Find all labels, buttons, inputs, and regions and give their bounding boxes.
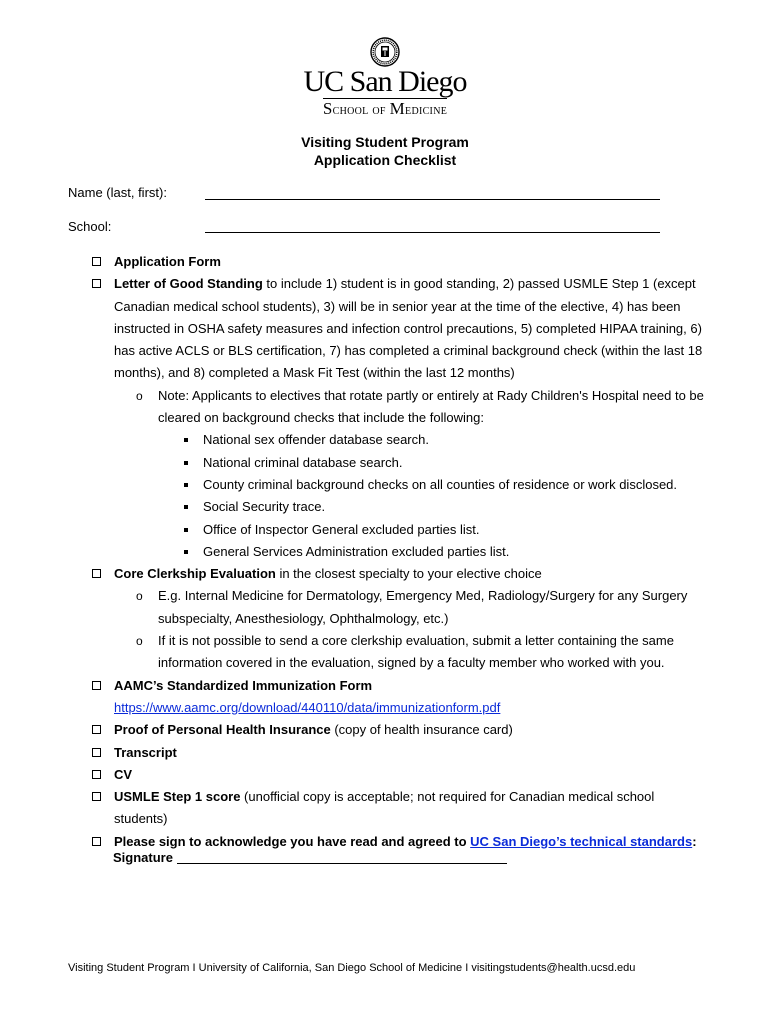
square-bullet-icon <box>184 461 188 465</box>
title-line-2: Application Checklist <box>313 152 457 168</box>
signature-label: Signature <box>113 850 173 865</box>
list-item: County criminal background checks on all counties of residence or work disclosed. <box>90 474 710 496</box>
note-item: o Note: Applicants to electives that rotate partly or entirely at Rady Children's Hospital need to be cleared on background checks that include the following: <box>90 385 710 430</box>
list-item-health-insurance: Proof of Personal Health Insurance (copy of health insurance card) <box>90 719 710 741</box>
signature-row <box>113 850 507 865</box>
checkbox[interactable] <box>92 792 101 801</box>
name-label: Name (last, first): <box>68 185 167 200</box>
list-item-letter-of-good-standing: Letter of Good Standing to include 1) student is in good standing, 2) passed USMLE Step 1 (except Canadian medical school students), 3) will be in senior year at the time of the elective, 4) has been instructed in OSHA safety measures and infection control precautions, 5) completed HIPAA training, 6) has active ACLS or BLS certification, 7) has completed a criminal background check (within the last 18 months), and 8) completed a Mask Fit Test (within the last 12 months) <box>90 273 710 384</box>
list-item-application-form: Application Form <box>90 251 710 273</box>
checkbox[interactable] <box>92 725 101 734</box>
list-item: National criminal database search. <box>90 452 710 474</box>
list-item: General Services Administration excluded parties list. <box>90 541 710 563</box>
school-field[interactable] <box>205 232 660 233</box>
checkbox[interactable] <box>92 770 101 779</box>
checkbox[interactable] <box>92 681 101 690</box>
list-item-aamc-form: AAMC’s Standardized Immunization Form <box>90 675 710 697</box>
name-field[interactable] <box>205 199 660 200</box>
checkbox[interactable] <box>92 279 101 288</box>
square-bullet-icon <box>184 528 188 532</box>
square-bullet-icon <box>184 438 188 442</box>
signature-field[interactable] <box>177 863 507 864</box>
aamc-form-link[interactable]: https://www.aamc.org/download/440110/data/immunizationform.pdf <box>114 699 501 715</box>
page-footer: Visiting Student Program I University of California, San Diego School of Medicine I visitingstudents@health.ucsd.edu <box>68 962 636 974</box>
circle-bullet-icon: o <box>136 634 143 649</box>
list-item-transcript: Transcript <box>90 742 710 764</box>
checkbox[interactable] <box>92 837 101 846</box>
list-item-core-clerkship: Core Clerkship Evaluation in the closest specialty to your elective choice <box>90 563 710 585</box>
square-bullet-icon <box>184 505 188 509</box>
square-bullet-icon <box>184 483 188 487</box>
circle-bullet-icon: o <box>136 589 143 604</box>
school-of-medicine: SCHOOL OF MEDICINE <box>322 99 448 118</box>
list-item: National sex offender database search. <box>90 429 710 451</box>
university-seal-icon <box>370 37 400 67</box>
school-label: School: <box>68 219 112 234</box>
list-item-usmle: USMLE Step 1 score (unofficial copy is acceptable; not required for Canadian medical school students) <box>90 786 710 831</box>
square-bullet-icon <box>184 550 188 554</box>
list-item-technical-standards: Please sign to acknowledge you have read and agreed to UC San Diego’s technical standards: <box>90 831 710 853</box>
core-sub-item: o E.g. Internal Medicine for Dermatology, Emergency Med, Radiology/Surgery for any Surgery subspecialty, Anesthesiology, Ophthalmology, etc.) <box>90 585 710 630</box>
list-item: Social Security trace. <box>90 496 710 518</box>
list-item: Office of Inspector General excluded parties list. <box>90 519 710 541</box>
checkbox[interactable] <box>92 748 101 757</box>
checklist <box>90 251 710 853</box>
core-sub-item: o If it is not possible to send a core clerkship evaluation, submit a letter containing the same information covered in the evaluation, signed by a faculty member who worked with you. <box>90 630 710 675</box>
circle-bullet-icon: o <box>136 388 143 403</box>
checkbox[interactable] <box>92 569 101 578</box>
page-title <box>0 133 770 169</box>
checkbox[interactable] <box>92 257 101 266</box>
ucsd-logo <box>300 37 470 120</box>
aamc-link-row <box>90 697 710 719</box>
title-line-1: Visiting Student Program <box>301 134 469 150</box>
technical-standards-link[interactable]: UC San Diego’s technical standards <box>470 833 693 849</box>
list-item-cv: CV <box>90 764 710 786</box>
logo-wordmark: UC San Diego <box>303 65 467 98</box>
